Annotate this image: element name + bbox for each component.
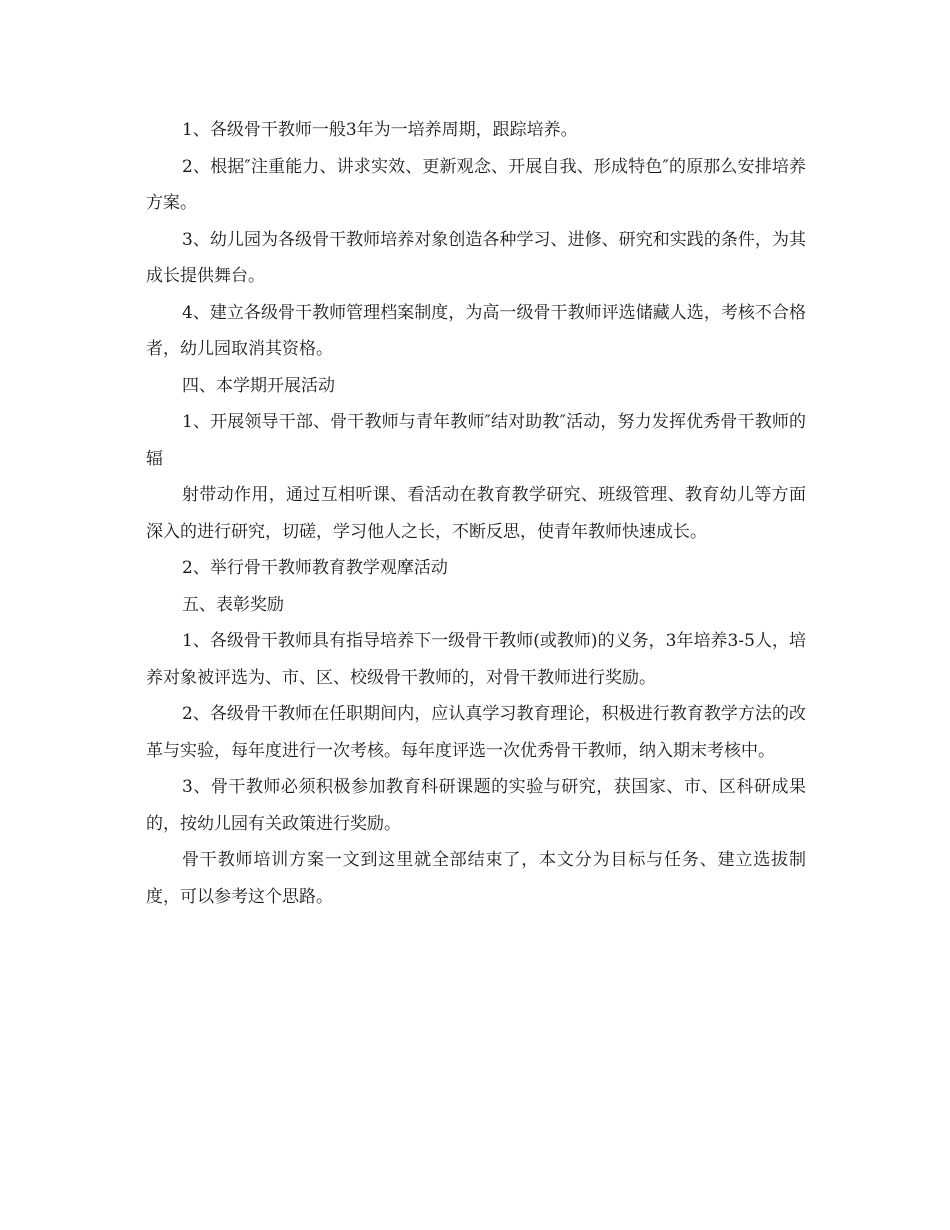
paragraph-cycle: 1、各级骨干教师一般3年为一培养周期，跟踪培养。 <box>182 120 578 140</box>
paragraph-mentoring-continued: 射带动作用，通过互相听课、看活动在教育教学研究、班级管理、教育幼儿等方面深入的进行研究，切磋，学习他人之长，不断反思，使青年教师快速成长。 <box>146 485 806 542</box>
paragraph-guidance-duty: 1、各级骨干教师具有指导培养下一级骨干教师(或教师)的义务，3年培养3-5人，培养对象被评选为、市、区、校级骨干教师的，对骨干教师进行奖励。 <box>146 631 806 688</box>
section-heading-activities: 四、本学期开展活动 <box>182 375 335 396</box>
paragraph-mentoring: 1、开展领导干部、骨干教师与青年教师″结对助教″活动，努力发挥优秀骨干教师的辐 <box>146 412 806 469</box>
section-heading-rewards: 五、表彰奖励 <box>182 594 284 615</box>
paragraph-principles: 2、根据″注重能力、讲求实效、更新观念、开展自我、形成特色″的原那么安排培养方案。 <box>146 156 806 213</box>
paragraph-archive: 4、建立各级骨干教师管理档案制度，为高一级骨干教师评选储藏人选，考核不合格者，幼儿园取消其资格。 <box>146 302 806 359</box>
document-body <box>146 112 806 915</box>
paragraph-conclusion: 骨干教师培训方案一文到这里就全部结束了，本文分为目标与任务、建立选拔制度，可以参考这个思路。 <box>146 850 806 907</box>
paragraph-observation: 2、举行骨干教师教育教学观摩活动 <box>182 558 448 578</box>
paragraph-research: 3、骨干教师必须积极参加教育科研课题的实验与研究，获国家、市、区科研成果的，按幼儿园有关政策进行奖励。 <box>146 777 806 834</box>
paragraph-assessment: 2、各级骨干教师在任职期间内，应认真学习教育理论，积极进行教育教学方法的改革与实验，每年度进行一次考核。每年度评选一次优秀骨干教师，纳入期末考核中。 <box>146 704 806 761</box>
paragraph-conditions: 3、幼儿园为各级骨干教师培养对象创造各种学习、进修、研究和实践的条件，为其成长提供舞台。 <box>146 229 806 286</box>
